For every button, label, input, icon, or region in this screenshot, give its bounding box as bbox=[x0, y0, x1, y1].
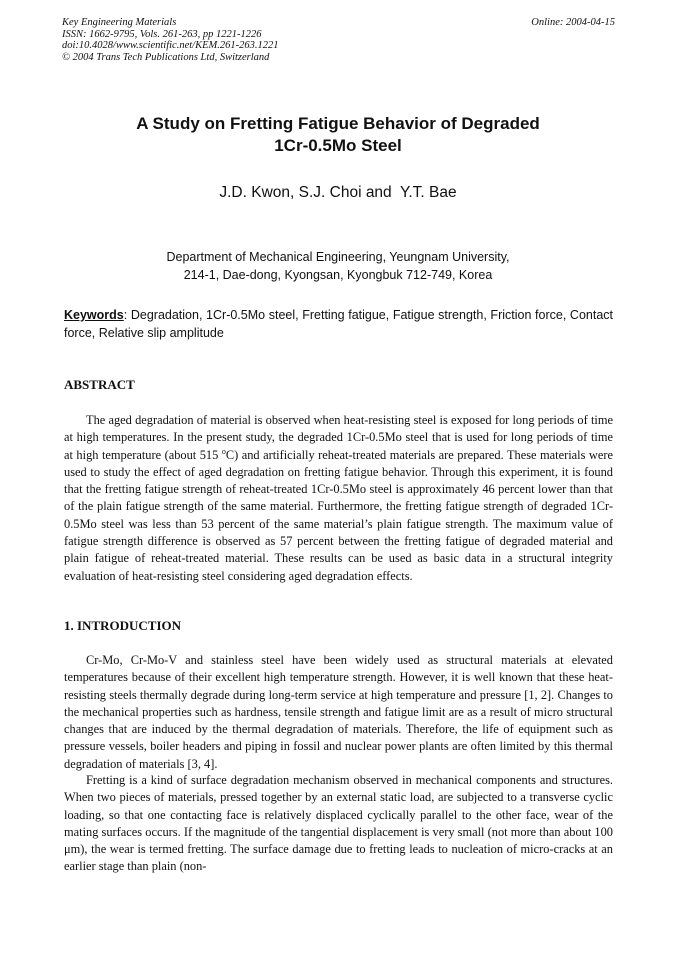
abstract-text-part-1: The aged degradation of material is observed when heat-resisting steel is exposed for long periods of time at high temperatures. In the present study, the degraded 1Cr-0.5Mo steel that is used for long periods of time at high temperature (about 515 bbox=[64, 413, 613, 462]
online-date: Online: 2004-04-15 bbox=[531, 17, 615, 28]
affiliation-line-1: Department of Mechanical Engineering, Yeungnam University, bbox=[166, 250, 510, 264]
copyright-line: © 2004 Trans Tech Publications Ltd, Switzerland bbox=[62, 51, 270, 63]
title-line-2: 1Cr-0.5Mo Steel bbox=[274, 136, 402, 155]
keywords bbox=[64, 306, 613, 342]
keywords-label: Keywords bbox=[64, 308, 124, 322]
abstract-text-part-2: C) and artificially reheat-treated materials are prepared. These materials were used to study the effect of aged degradation on fretting fatigue behavior. Through this experiment, it is found that the fretting fatigue strength of reheat-treated 1Cr-0.5Mo steel is approximately 46 percent lower than that of the plain fatigue strength of the same material. Furthermore, the fretting fatigue strength of degraded 1Cr-0.5Mo steel was less than 53 percent of the same material’s plain fatigue strength. The maximum value of fatigue strength difference is observed as 57 percent between the fretting fatigue of degraded material and plain fatigue of reheat-treated material. These results can be used as basic data in a structural integrity evaluation of heat-resisting steel considering aged degradation effects. bbox=[64, 447, 613, 583]
keywords-text: : Degradation, 1Cr-0.5Mo steel, Fretting fatigue, Fatigue strength, Friction force, Contact force, Relative slip amplitude bbox=[64, 308, 613, 340]
journal-header bbox=[62, 17, 279, 63]
affiliation-line-2: 214-1, Dae-dong, Kyongsan, Kyongbuk 712-749, Korea bbox=[183, 268, 493, 282]
degree-superscript: o bbox=[221, 446, 226, 456]
author-list: J.D. Kwon, S.J. Choi and Y.T. Bae bbox=[219, 184, 457, 201]
introduction-heading: 1. INTRODUCTION bbox=[64, 618, 182, 633]
affiliation bbox=[62, 248, 614, 284]
doi-line: doi:10.4028/www.scientific.net/KEM.261-263.1221 bbox=[62, 40, 279, 52]
journal-name: Key Engineering Materials bbox=[62, 17, 177, 28]
introduction-paragraph-2: Fretting is a kind of surface degradation mechanism observed in mechanical components and structures. When two pieces of materials, pressed together by an external static load, are subjected to a transverse cyclic loading, so that one contacting face is relatively displaced cyclically parallel to the other face, wear of the mating surfaces occurs. If the magnitude of the tangential displacement is very small (not more than about 100 μm), the wear is termed fretting. The surface damage due to fretting leads to nucleation of micro-cracks at an earlier stage than plain (non- bbox=[64, 773, 613, 874]
issn-line: ISSN: 1662-9795, Vols. 261-263, pp 1221-1226 bbox=[62, 28, 262, 40]
abstract-heading: ABSTRACT bbox=[64, 377, 135, 392]
introduction-paragraph-1: Cr-Mo, Cr-Mo-V and stainless steel have been widely used as structural materials at elevated temperatures because of their excellent high temperature strength. However, it is well known that these heat-resisting steels thermally degrade during long-term service at high temperature and pressure [1, 2]. Changes to the mechanical properties such as hardness, tensile strength and fatigue limit are as a result of micro structural changes that are induced by the thermal degradation of materials. Therefore, the life of equipment such as pressure vessels, boiler headers and piping in fossil and nuclear power plants are often limited by this thermal degradation of materials [3, 4]. bbox=[64, 653, 613, 771]
abstract-text bbox=[64, 412, 613, 585]
title-line-1: A Study on Fretting Fatigue Behavior of Degraded bbox=[136, 114, 540, 133]
paper-title bbox=[62, 113, 614, 157]
